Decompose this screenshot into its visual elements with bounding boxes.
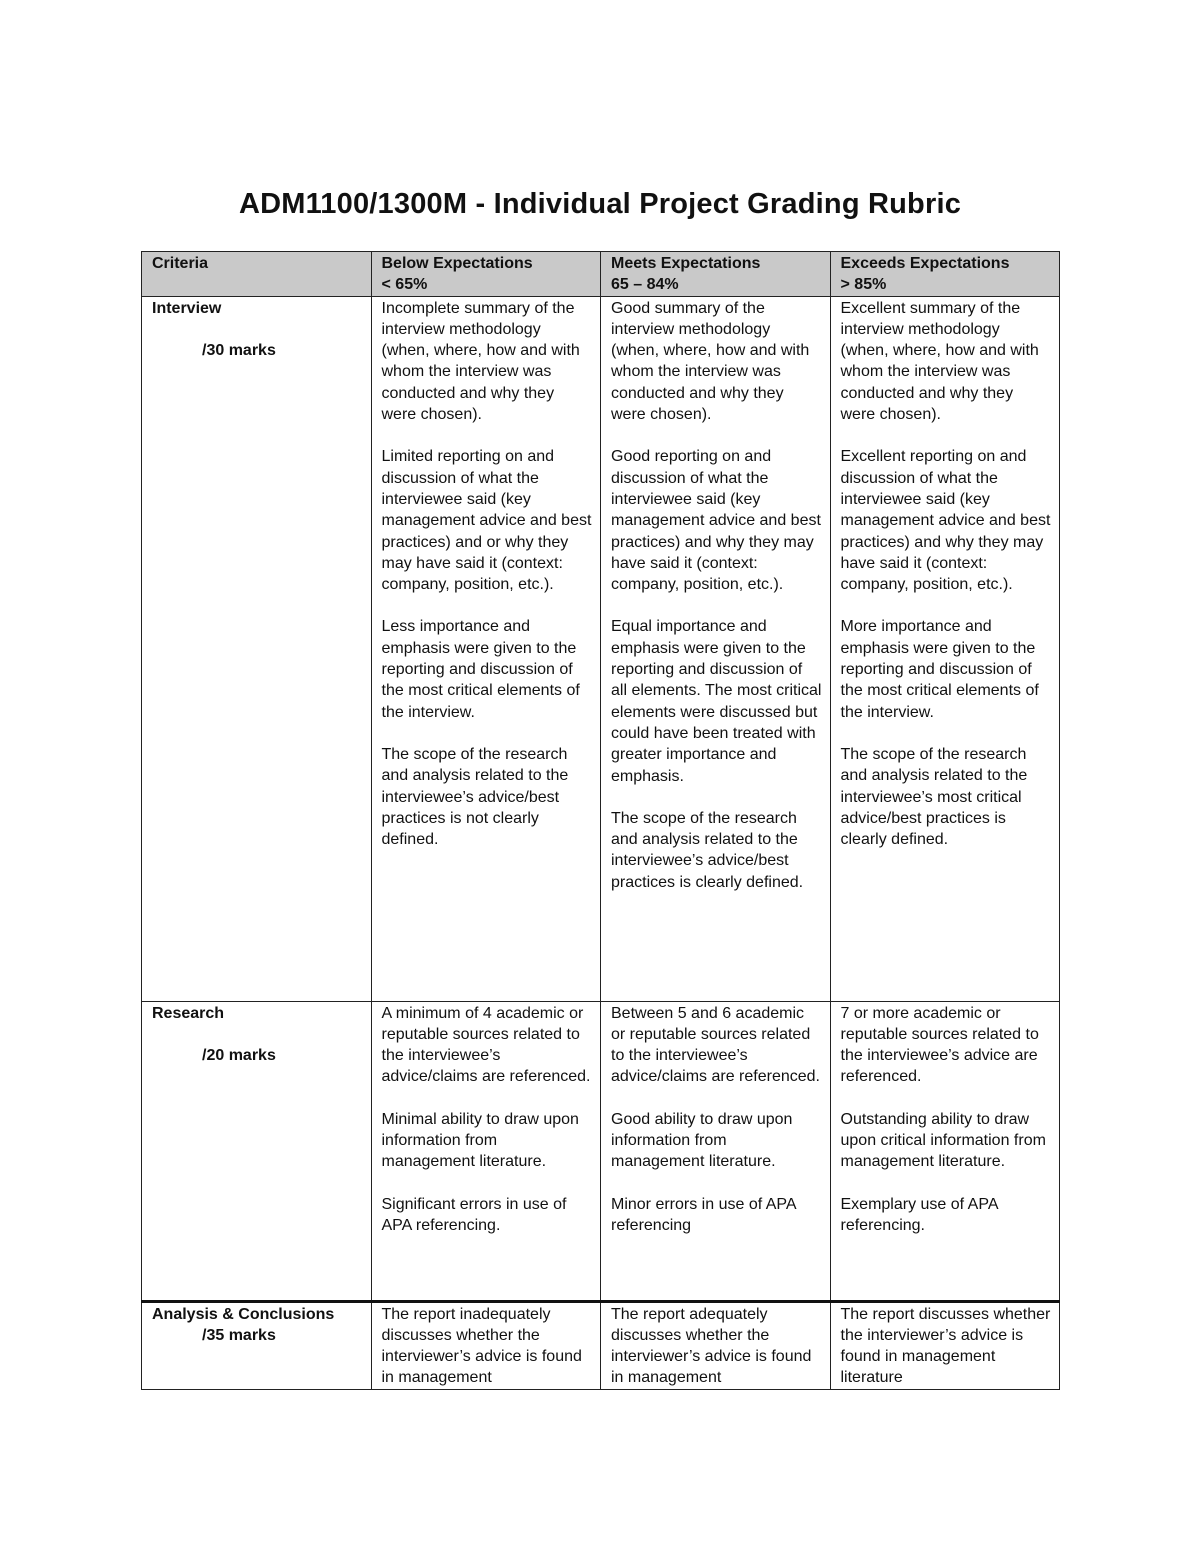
rubric-paragraph: The scope of the research and analysis related to the interviewee’s advice/best practices is clearly defined. [611, 809, 804, 891]
header-exceeds-expectations [830, 252, 1060, 297]
rubric-paragraph: Minor errors in use of APA referencing [611, 1195, 796, 1234]
rubric-paragraph: Good summary of the interview methodology (when, where, how and with whom the interview was conducted and why they were chosen). [611, 299, 810, 424]
rubric-paragraph: Incomplete summary of the interview methodology (when, where, how and with whom the interview was conducted and why they were chosen). [381, 299, 580, 424]
table-row-research [142, 1001, 1060, 1301]
rubric-paragraph: Excellent summary of the interview methodology (when, where, how and with whom the interview was conducted and why they were chosen). [840, 299, 1039, 424]
meets-expectations-cell [601, 296, 831, 1001]
header-range: < 65% [381, 276, 428, 294]
exceeds-expectations-cell [830, 1001, 1060, 1301]
criterion-marks: /20 marks [202, 1046, 276, 1064]
below-expectations-cell [371, 296, 601, 1001]
meets-expectations-cell [601, 1001, 831, 1301]
rubric-paragraph: Outstanding ability to draw upon critical information from management literature. [840, 1110, 1046, 1171]
rubric-paragraph: Less importance and emphasis were given to the reporting and discussion of the most critical elements of the interview. [381, 618, 580, 721]
document-title: ADM1100/1300M - Individual Project Grading Rubric [238, 188, 962, 220]
rubric-paragraph: Equal importance and emphasis were given to the reporting and discussion of all elements. The most critical elements were discussed but could have been treated with greater importance and emphasis. [611, 618, 822, 785]
rubric-paragraph: Minimal ability to draw upon information from management literature. [381, 1110, 579, 1171]
header-label: Meets Expectations [611, 255, 761, 272]
table-row-interview [142, 296, 1060, 1001]
table-header-row [142, 252, 1060, 297]
below-expectations-cell [371, 1001, 601, 1301]
rubric-paragraph: More importance and emphasis were given to the reporting and discussion of the most critical elements of the interview. [840, 618, 1039, 721]
criterion-name: Interview [152, 299, 222, 317]
table-row-analysis-conclusions [142, 1301, 1060, 1389]
rubric-paragraph: The report discusses whether the interviewer’s advice is found in management literature [840, 1305, 1051, 1387]
criterion-marks: /30 marks [202, 341, 276, 359]
rubric-paragraph: Good ability to draw upon information from management literature. [611, 1110, 793, 1171]
exceeds-expectations-cell [830, 296, 1060, 1001]
header-range: 65 – 84% [611, 276, 679, 294]
rubric-paragraph: Limited reporting on and discussion of what the interviewee said (key management advice and best practices) and or why they may have said it (context: company, position, etc.). [381, 448, 592, 594]
grading-rubric-table [141, 251, 1060, 1390]
rubric-paragraph: Good reporting on and discussion of what the interviewee said (key management advice and best practices) and why they may have said it (context: company, position, etc.). [611, 448, 821, 594]
rubric-paragraph: The scope of the research and analysis related to the interviewee’s advice/best practices is not clearly defined. [381, 745, 569, 849]
below-expectations-cell [371, 1301, 601, 1389]
header-label: Exceeds Expectations [840, 255, 1010, 272]
criteria-cell [142, 1301, 372, 1389]
criteria-cell [142, 296, 372, 1001]
criterion-name: Analysis & Conclusions [152, 1305, 335, 1323]
header-range: > 85% [840, 276, 887, 294]
rubric-paragraph: The scope of the research and analysis related to the interviewee’s most critical advice/best practices is clearly defined. [840, 745, 1028, 849]
rubric-paragraph: Between 5 and 6 academic or reputable sources related to the interviewee’s advice/claims are referenced. [611, 1004, 820, 1086]
rubric-paragraph: 7 or more academic or reputable sources related to the interviewee’s advice are referenced. [840, 1004, 1039, 1086]
meets-expectations-cell [601, 1301, 831, 1389]
rubric-paragraph: A minimum of 4 academic or reputable sources related to the interviewee’s advice/claims are referenced. [381, 1004, 591, 1086]
criteria-cell [142, 1001, 372, 1301]
header-below-expectations [371, 252, 601, 297]
header-criteria [142, 252, 372, 297]
header-label: Below Expectations [381, 255, 533, 272]
criterion-marks: /35 marks [202, 1326, 276, 1344]
rubric-paragraph: Exemplary use of APA referencing. [840, 1195, 998, 1234]
header-meets-expectations [601, 252, 831, 297]
exceeds-expectations-cell [830, 1301, 1060, 1389]
rubric-paragraph: The report adequately discusses whether the interviewer’s advice is found in management [611, 1305, 812, 1387]
rubric-paragraph: Excellent reporting on and discussion of what the interviewee said (key management advice and best practices) and why they may have said it (context: company, position, etc.). [840, 448, 1051, 594]
rubric-paragraph: The report inadequately discusses whether the interviewer’s advice is found in management [381, 1305, 582, 1387]
criterion-name: Research [152, 1004, 225, 1022]
header-label: Criteria [152, 255, 209, 272]
rubric-paragraph: Significant errors in use of APA referencing. [381, 1195, 567, 1234]
